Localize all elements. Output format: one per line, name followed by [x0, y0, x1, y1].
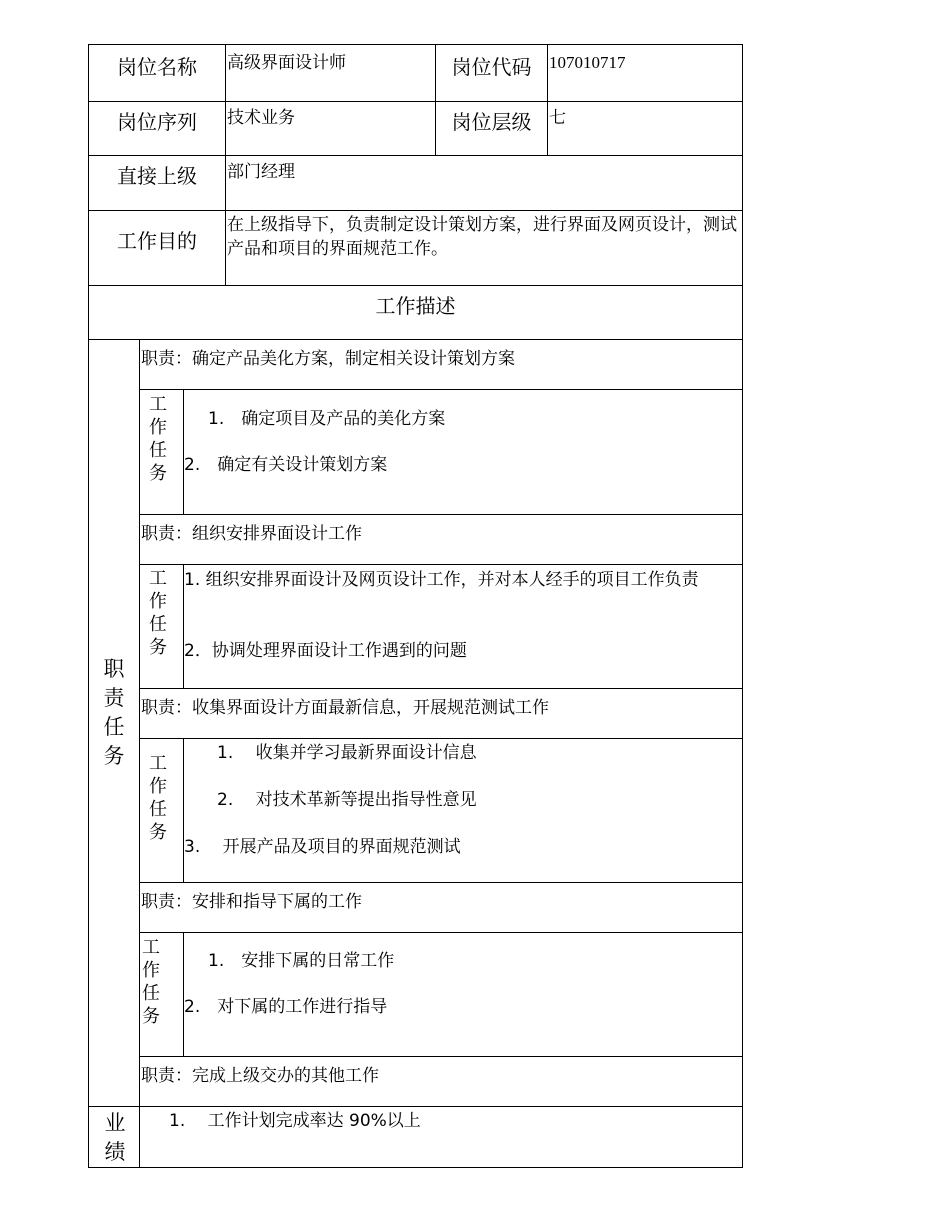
- task-item: 1. 确定项目及产品的美化方案: [208, 409, 446, 429]
- position-code-value: 107010717: [547, 45, 742, 102]
- purpose-label: 工作目的: [117, 229, 197, 253]
- supervisor-label: 直接上级: [117, 164, 197, 188]
- position-name-value: 高级界面设计师: [225, 45, 435, 102]
- section-title: 工作描述: [89, 285, 742, 340]
- position-level-value: 七: [547, 102, 742, 156]
- duty-item: 职责：确定产品美化方案，制定相关设计策划方案: [141, 349, 515, 369]
- task-label: 工作任务: [142, 937, 160, 1027]
- position-sequence-label: 岗位序列: [117, 110, 197, 134]
- task-label: 工作任务: [149, 394, 167, 484]
- task-label: 工作任务: [149, 568, 167, 658]
- task-item: 1. 收集并学习最新界面设计信息: [217, 743, 477, 763]
- task-item: 2. 对下属的工作进行指导: [184, 997, 388, 1017]
- task-item: 2. 确定有关设计策划方案: [184, 455, 388, 475]
- duty-item: 职责：组织安排界面设计工作: [140, 514, 742, 564]
- position-level-label: 岗位层级: [435, 102, 547, 156]
- duty-item: 职责：收集界面设计方面最新信息，开展规范测试工作: [140, 688, 742, 739]
- task-column-divider: [183, 390, 184, 514]
- task-column-divider: [183, 739, 184, 883]
- position-name-label: 岗位名称: [117, 55, 197, 79]
- position-code-label: 岗位代码: [435, 45, 547, 102]
- row-divider: [140, 564, 742, 565]
- duty-item: 职责：完成上级交办的其他工作: [140, 1056, 742, 1107]
- task-item: 2．协调处理界面设计工作遇到的问题: [184, 641, 467, 661]
- duties-label: 职责任务: [103, 657, 125, 768]
- position-sequence-value: 技术业务: [225, 102, 435, 156]
- performance-item: 1. 工作计划完成率达 90%以上: [169, 1111, 421, 1131]
- row-divider: [89, 1106, 742, 1107]
- performance-label: 业绩: [104, 1111, 126, 1164]
- job-description-table: [88, 44, 743, 1168]
- task-item: 1. 组织安排界面设计及网页设计工作，并对本人经手的项目工作负责: [184, 570, 699, 590]
- task-item: 2. 对技术革新等提出指导性意见: [217, 790, 477, 810]
- purpose-value: 在上级指导下，负责制定设计策划方案，进行界面及网页设计，测试产品和项目的界面规范工作。: [225, 211, 742, 286]
- row-divider: [140, 738, 742, 739]
- task-label: 工作任务: [149, 753, 167, 843]
- row-divider: [140, 389, 742, 390]
- duty-item: 职责：安排和指导下属的工作: [140, 882, 742, 933]
- task-item: 1. 安排下属的日常工作: [208, 951, 395, 971]
- task-item: 3. 开展产品及项目的界面规范测试: [184, 837, 461, 857]
- row-divider: [140, 932, 742, 933]
- supervisor-value: 部门经理: [225, 156, 742, 211]
